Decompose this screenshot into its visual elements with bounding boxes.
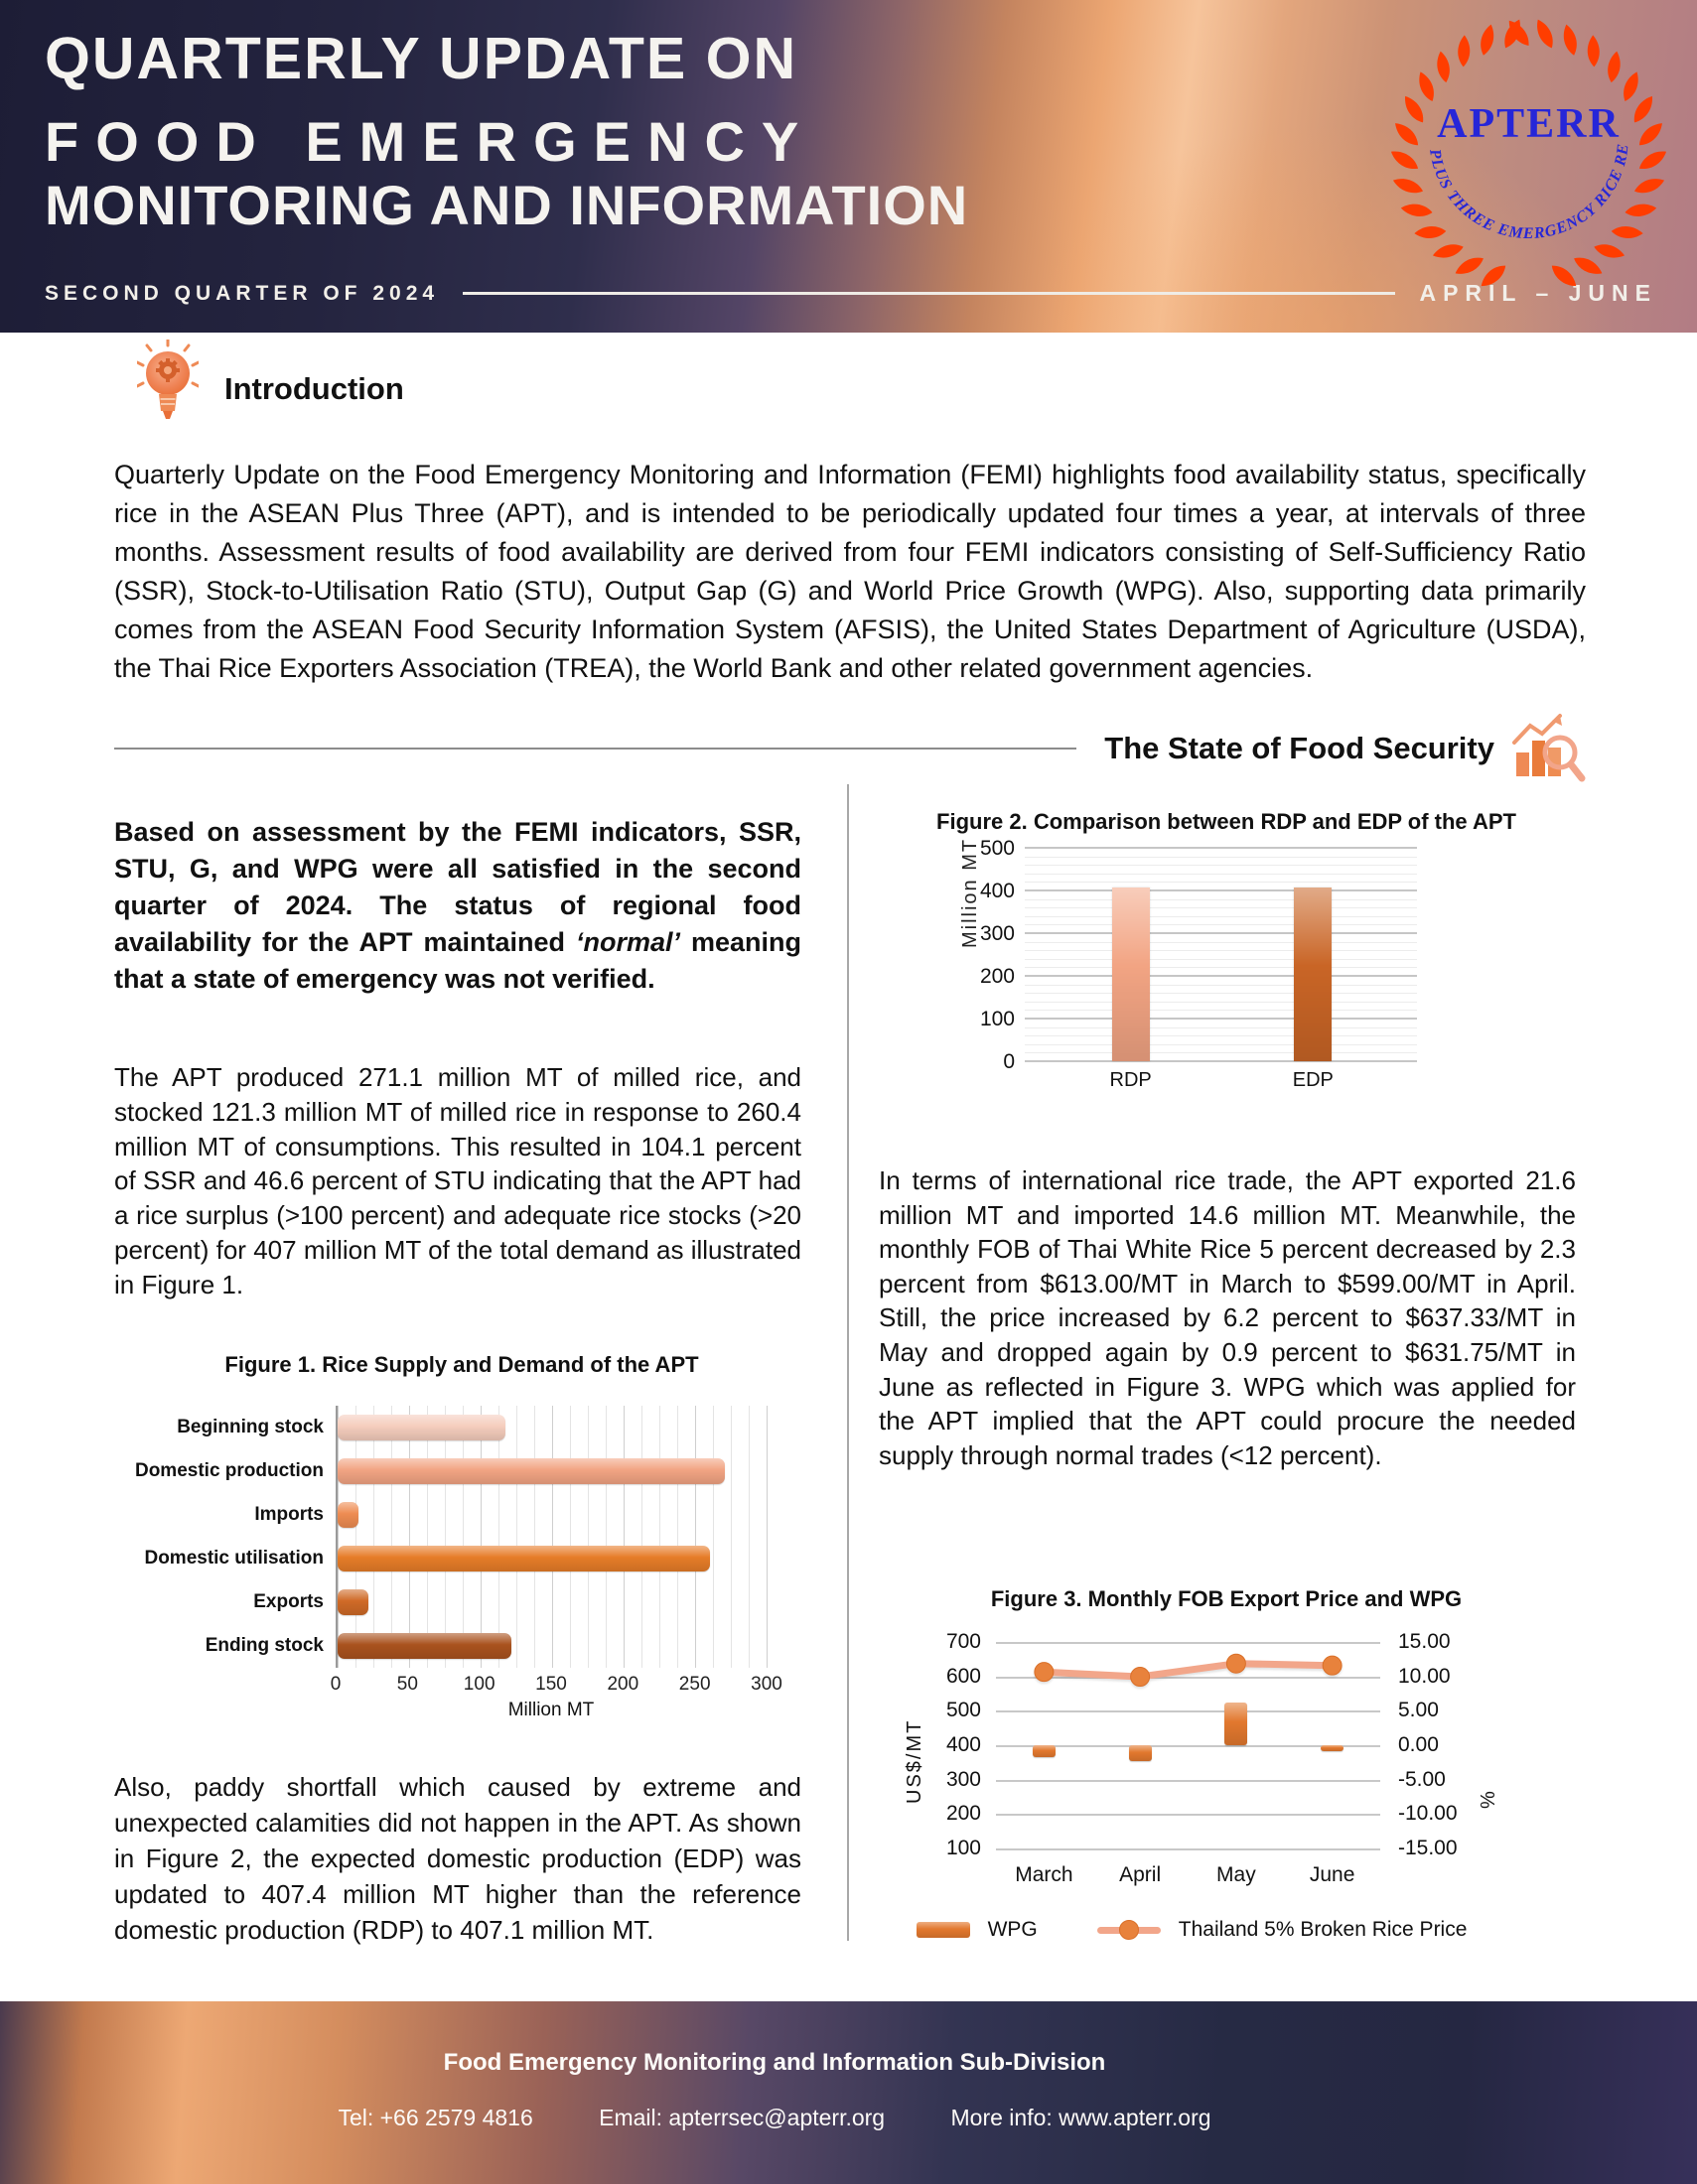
gridline (1025, 950, 1417, 951)
wreath-leaf (1414, 225, 1447, 239)
footer-contact-row (0, 2105, 1549, 2131)
intro-paragraph: Quarterly Update on the Food Emergency Monitoring and Information (FEMI) highlights food availability status, specifically rice in the ASEAN Plus Three (APT), and is intended to be periodically updated four times a year, at intervals of three months. Assessment results of food availability are derived from four FEMI indicators consisting of Self-Sufficiency Ratio (SSR), Stock-to-Utilisation Ratio (STU), Output Gap (G) and World Price Growth (WPG). Also, supporting data primarily comes from the ASEAN Food Security Information System (AFSIS), the United States Department of Agriculture (USDA), the Thai Rice Exporters Association (TREA), the World Bank and other related government agencies. (114, 460, 1586, 683)
figure2-y-axis-label: Million MT (959, 837, 981, 948)
gridline (641, 1406, 642, 1668)
gridline (552, 1406, 553, 1668)
figure1-x-tick: 300 (751, 1674, 782, 1695)
gridline (463, 1406, 464, 1668)
figure3-left-axis-ticks (923, 1630, 981, 1859)
figure1-category-label: Ending stock (205, 1635, 324, 1656)
figure2-title: Figure 2. Comparison between RDP and EDP of the APT (936, 809, 1516, 834)
figure1-category-label: Domestic production (134, 1460, 324, 1481)
gridline (996, 1848, 1380, 1850)
figure3-price-marker (1226, 1654, 1245, 1673)
figure2-plot-area (1025, 849, 1417, 1062)
section-rule (114, 748, 1076, 750)
month-range-label: APRIL – JUNE (1419, 280, 1657, 306)
wreath-leaf (1593, 241, 1626, 261)
intro-heading-row (137, 340, 404, 431)
gridline (1025, 1010, 1417, 1011)
masthead-title-line2: FOOD EMERGENCY (45, 110, 816, 173)
footer-email: Email: apterrsec@apterr.org (599, 2105, 886, 2130)
assessment-text-end: meaning that a state of emergency was not verified. (114, 927, 801, 994)
legend-wpg-label: WPG (987, 1918, 1038, 1941)
wreath-leaf (1611, 225, 1643, 239)
wreath-leaf (1561, 23, 1580, 57)
figure3 (874, 1586, 1579, 1978)
gridline (1025, 916, 1417, 917)
figure2-y-tick: 500 (979, 837, 1015, 860)
figure1-x-axis-label: Million MT (507, 1700, 595, 1720)
figure3-right-tick: -5.00 (1398, 1767, 1446, 1791)
wreath-leaf (1415, 69, 1438, 103)
figure2-x-tick: EDP (1292, 1069, 1334, 1091)
figure1 (109, 1352, 814, 1721)
figure1-x-tick: 0 (330, 1674, 342, 1695)
column-divider (847, 784, 849, 1941)
logo-ring-text: ASEAN PLUS THREE EMERGENCY RICE RESERVE (1378, 0, 1632, 243)
figure3-left-tick: 300 (945, 1767, 981, 1791)
figure3-x-tick: May (1216, 1863, 1256, 1886)
apterr-logo (1378, 0, 1675, 308)
wreath-leaf (1458, 35, 1471, 67)
normal-status-word: ‘normal’ (575, 927, 680, 957)
wreath-leaf (1606, 51, 1623, 84)
figure3-right-tick: 0.00 (1398, 1733, 1439, 1756)
wreath-leaf (1400, 203, 1433, 218)
gridline (1025, 967, 1417, 968)
figure2-y-axis-ticks (933, 837, 1015, 1073)
figure2-y-tick: 100 (979, 1008, 1015, 1030)
legend-price-label: Thailand 5% Broken Rice Price (1178, 1918, 1468, 1941)
figure2-y-tick: 200 (979, 965, 1015, 988)
figure3-right-tick: 15.00 (1398, 1630, 1451, 1653)
figure3-left-tick: 500 (945, 1699, 981, 1722)
wreath-leaf (1388, 147, 1421, 174)
gridline (767, 1406, 768, 1668)
wreath-leaf (1478, 261, 1509, 291)
wreath-leaf (1625, 203, 1657, 218)
gridline (516, 1406, 517, 1668)
gridline (1025, 975, 1417, 977)
masthead-title-line1: QUARTERLY UPDATE ON (45, 26, 798, 91)
figure3-price-marker (1323, 1656, 1342, 1675)
gridline (355, 1406, 356, 1668)
gridline (1025, 1002, 1417, 1003)
figure1-bar-exports (338, 1589, 368, 1615)
gridline (338, 1406, 339, 1668)
section-heading-row (114, 713, 1586, 784)
legend-price-swatch (1097, 1927, 1161, 1934)
gridline (445, 1406, 446, 1668)
masthead (0, 0, 1697, 333)
gridline (588, 1406, 589, 1668)
figure2-chart (874, 837, 1579, 1147)
gridline (1025, 942, 1417, 943)
gridline (659, 1406, 660, 1668)
legend-wpg-swatch (917, 1922, 970, 1938)
footer (0, 2001, 1697, 2184)
gridline (570, 1406, 571, 1668)
footer-tel: Tel: +66 2579 4816 (338, 2105, 533, 2130)
figure1-x-axis-ticks (330, 1668, 782, 1698)
lightbulb-icon (137, 340, 199, 431)
figure3-x-tick: June (1309, 1863, 1355, 1886)
figure2-bar-edp (1294, 887, 1332, 1061)
figure1-category-label: Exports (253, 1591, 324, 1612)
figure2-y-tick: 0 (1003, 1050, 1015, 1073)
wreath-leaf (1571, 253, 1605, 279)
gridline (1025, 1035, 1417, 1036)
gridline (1025, 857, 1417, 858)
figure3-left-tick: 400 (945, 1733, 981, 1756)
figure3-plot-area (996, 1642, 1380, 1848)
figure2-y-tick: 300 (979, 922, 1015, 945)
gridline (1025, 907, 1417, 908)
figure1-x-tick: 200 (607, 1674, 639, 1695)
rice-trade-paragraph: In terms of international rice trade, the APT exported 21.6 million MT and imported 14.6 million MT. Meanwhile, the monthly FOB of Thai White Rice 5 percent decreased by 2.3 percent from $613.00/MT in March to $599.00/MT in April. Still, the price increased by 6.2 percent to $637.33/MT in May and dropped again by 0.9 percent to $631.75/MT in June as reflected in Figure 3. WPG which was applied for the APT implied that the APT could procure the needed supply through normal trades (<12 percent). (879, 1165, 1576, 1470)
wreath-leaf (1629, 93, 1657, 126)
gridline (731, 1406, 732, 1668)
gridline (1025, 1052, 1417, 1053)
gridline (713, 1406, 714, 1668)
footer-website: More info: www.apterr.org (950, 2105, 1211, 2130)
figure2-bar-rdp (1112, 887, 1150, 1061)
wreath-leaf (1620, 69, 1642, 103)
figure1-x-tick: 150 (535, 1674, 567, 1695)
figure3-left-tick: 200 (945, 1802, 981, 1826)
figure3-right-tick: 10.00 (1398, 1664, 1451, 1688)
figure1-chart (109, 1406, 814, 1668)
figure3-x-axis-ticks (996, 1863, 1380, 1893)
footer-content (0, 2049, 1549, 2131)
gridline (1025, 959, 1417, 960)
figure1-x-tick: 100 (463, 1674, 495, 1695)
figure3-price-line (996, 1642, 1380, 1848)
quarter-label: SECOND QUARTER OF 2024 (45, 281, 440, 305)
gridline (1025, 1027, 1417, 1028)
figure1-category-label: Beginning stock (177, 1417, 324, 1437)
wreath-leaf (1548, 261, 1580, 291)
gridline (498, 1406, 499, 1668)
chart-magnifier-icon (1508, 713, 1586, 784)
figure3-left-tick: 700 (945, 1630, 981, 1653)
wreath-leaf (1532, 17, 1557, 51)
wreath-leaf (1587, 35, 1600, 67)
paddy-shortfall-paragraph: Also, paddy shortfall which caused by extreme and unexpected calamities did not happen in the APT. As shown in Figure 2, the expected domestic production (EDP) was updated to 407.4 million MT higher than the reference domestic production (RDP) to 407.1 million MT. (114, 1772, 801, 1945)
figure1-x-tick: 250 (678, 1674, 711, 1695)
figure1-bar-domestic-utilisation (338, 1546, 710, 1571)
figure1-plot-area (336, 1406, 767, 1668)
figure3-x-tick: March (1015, 1863, 1073, 1886)
gridline (1025, 1060, 1417, 1062)
masthead-title (45, 26, 968, 236)
gridline (1025, 924, 1417, 925)
gridline (695, 1406, 696, 1668)
figure3-chart (874, 1620, 1579, 1978)
gridline (391, 1406, 392, 1668)
wreath-leaf (1431, 241, 1465, 261)
gridline (624, 1406, 625, 1668)
figure3-right-axis-ticks (1398, 1630, 1474, 1859)
figure1-x-tick: 50 (396, 1674, 418, 1695)
wreath-leaf (1632, 175, 1666, 197)
figure3-price-marker (1131, 1668, 1150, 1687)
gridline (1025, 889, 1417, 891)
masthead-divider-line (463, 292, 1395, 295)
apterr-logo-image (1378, 0, 1675, 308)
gridline (1025, 993, 1417, 994)
gridline (409, 1406, 410, 1668)
production-paragraph: The APT produced 271.1 million MT of milled rice, and stocked 121.3 million MT of milled rice in response to 260.4 million MT of consumptions. This resulted in 104.1 percent of SSR and 46.6 percent of STU indicating that the APT had a rice surplus (>100 percent) and adequate rice stocks (>20 percent) for 407 million MT of the total demand as illustrated in Figure 1. (114, 1062, 801, 1299)
wreath-leaf (1636, 147, 1669, 174)
figure3-right-tick: 5.00 (1398, 1699, 1439, 1722)
gridline (1025, 882, 1417, 883)
figure3-x-tick: April (1119, 1863, 1162, 1886)
figure1-bar-imports (338, 1502, 358, 1528)
figure3-price-marker (1035, 1663, 1054, 1682)
gridline (1025, 1044, 1417, 1045)
gridline (677, 1406, 678, 1668)
gridline (1025, 1018, 1417, 1020)
wreath-leaf (1391, 119, 1422, 150)
gridline (427, 1406, 428, 1668)
figure2 (874, 809, 1579, 1147)
gridline (1025, 932, 1417, 934)
figure3-title: Figure 3. Monthly FOB Export Price and WPG (990, 1586, 1463, 1611)
figure3-legend (874, 1918, 1509, 1942)
wreath-leaf (1400, 93, 1428, 126)
gridline (1025, 985, 1417, 986)
legend-price-marker (1119, 1920, 1139, 1940)
wreath-leaf (1478, 23, 1496, 57)
wreath-leaf (1391, 175, 1425, 197)
wreath-leaf (1435, 51, 1452, 84)
wreath-leaf (1635, 119, 1666, 150)
figure1-category-label: Imports (254, 1504, 324, 1525)
intro-heading: Introduction (224, 371, 404, 406)
gridline (373, 1406, 374, 1668)
figure1-bar-domestic-production (338, 1458, 725, 1484)
masthead-title-line3: MONITORING AND INFORMATION (45, 174, 969, 236)
assessment-paragraph (114, 814, 801, 998)
figure2-x-tick: RDP (1109, 1069, 1152, 1091)
figure3-left-tick: 600 (945, 1664, 981, 1688)
figure3-left-tick: 100 (945, 1837, 981, 1859)
figure3-right-axis-label: % (1478, 1791, 1499, 1809)
gridline (1025, 899, 1417, 900)
gridline (1025, 847, 1417, 849)
gridline (481, 1406, 482, 1668)
wreath-leaf (1453, 253, 1486, 279)
gridline (749, 1406, 750, 1668)
section-title: The State of Food Security (1104, 731, 1494, 765)
figure1-bar-ending-stock (338, 1633, 511, 1659)
gridline (534, 1406, 535, 1668)
logo-acronym: APTERR (1437, 101, 1621, 147)
gridline (606, 1406, 607, 1668)
figure3-right-tick: -15.00 (1398, 1837, 1458, 1859)
figure2-x-axis-ticks (1025, 1069, 1417, 1097)
figure1-title: Figure 1. Rice Supply and Demand of the APT (224, 1352, 699, 1377)
figure3-left-axis-label: US$/MT (904, 1718, 925, 1804)
footer-division-name: Food Emergency Monitoring and Information Sub-Division (443, 2049, 1106, 2076)
assessment-text-start: Based on assessment by the FEMI indicators, SSR, STU, G, and WPG were all satisfied in the second quarter of 2024. The status of regional food availability for the APT maintained (114, 817, 801, 957)
figure2-y-tick: 400 (979, 880, 1015, 902)
gridline (1025, 874, 1417, 875)
figure1-category-axis (109, 1406, 336, 1668)
figure3-right-tick: -10.00 (1398, 1802, 1458, 1826)
gridline (1025, 865, 1417, 866)
figure1-category-label: Domestic utilisation (144, 1548, 324, 1569)
figure1-bar-beginning-stock (338, 1415, 505, 1440)
